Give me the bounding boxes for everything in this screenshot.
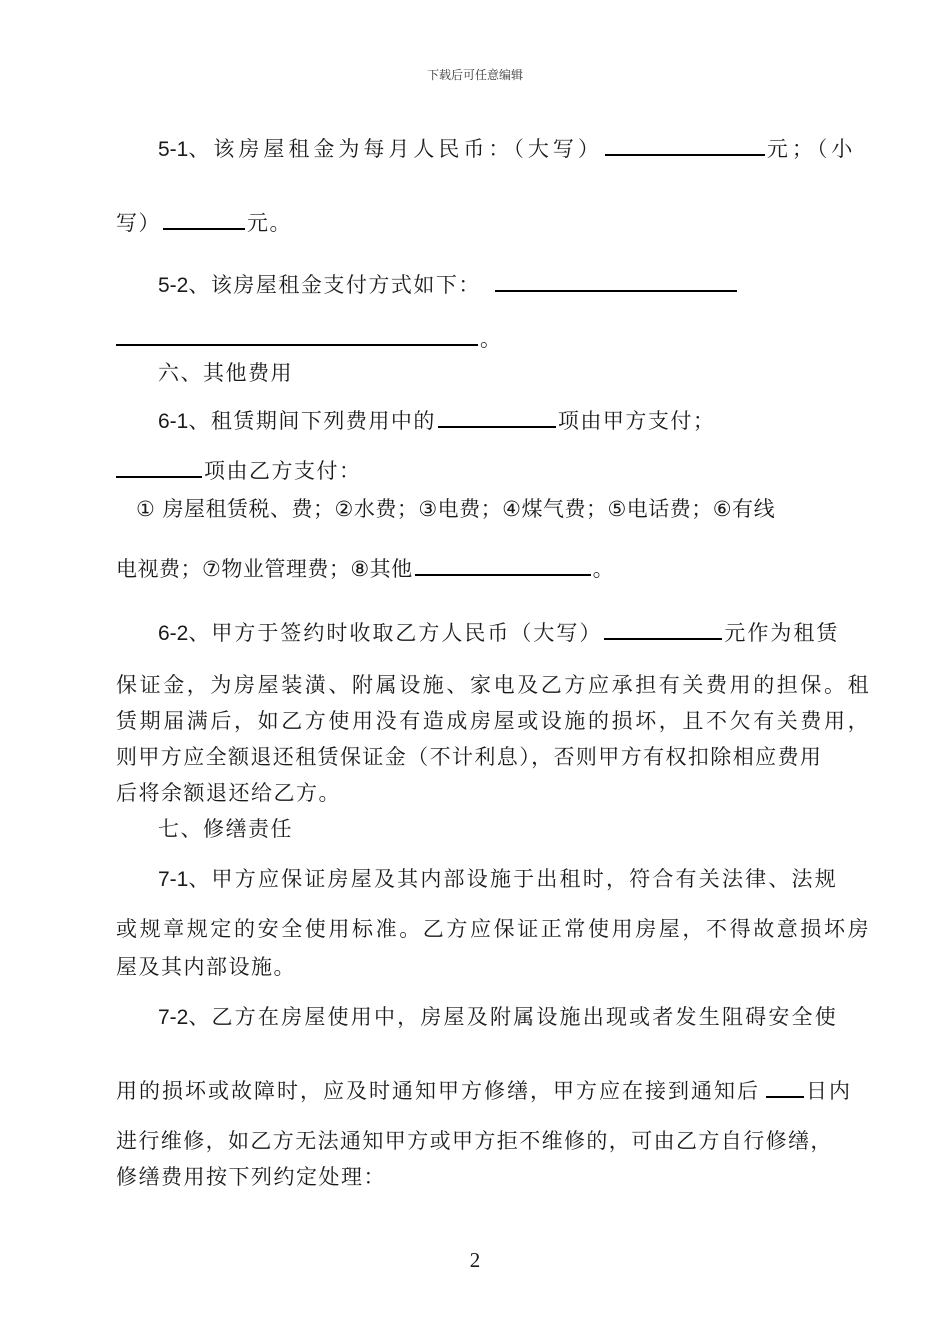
clause-number: 5-1 bbox=[158, 138, 189, 161]
section-7-title: 七、修缮责任 bbox=[158, 817, 293, 841]
clause-text: 、该房屋租金支付方式如下： bbox=[188, 273, 481, 297]
clause-6-2-line5: 后将余额退还给乙方。 bbox=[116, 781, 341, 805]
clause-text: 、该房屋租金为每月人民币：（大写） bbox=[188, 137, 603, 161]
clause-number: 7-2 bbox=[158, 1006, 189, 1029]
clause-text: 写） bbox=[116, 211, 161, 235]
clause-text: 元作为租赁 bbox=[724, 621, 840, 645]
clause-number: 6-2 bbox=[158, 622, 189, 645]
repair-days-blank[interactable] bbox=[766, 1078, 804, 1098]
other-fees-blank[interactable] bbox=[415, 556, 591, 576]
clause-text: 日内 bbox=[806, 1079, 852, 1103]
clause-text: 、甲方应保证房屋及其内部设施于出租时，符合有关法律、法规 bbox=[188, 867, 838, 891]
fee-items-line1: ① 房屋租赁税、费；②水费；③电费；④煤气费；⑤电话费；⑥有线 bbox=[136, 497, 776, 521]
clause-6-2-line2: 保证金，为房屋装潢、附属设施、家电及乙方应承担有关费用的担保。租 bbox=[116, 673, 872, 697]
clause-6-2-line4: 则甲方应全额退还租赁保证金（不计利息），否则甲方有权扣除相应费用 bbox=[116, 745, 823, 769]
party-b-fees-blank[interactable] bbox=[116, 458, 202, 478]
deposit-blank[interactable] bbox=[604, 620, 722, 640]
clause-text: 。 bbox=[592, 557, 615, 581]
clause-6-1-line1 bbox=[158, 406, 715, 437]
clause-text: 。 bbox=[480, 327, 503, 351]
clause-text: 、租赁期间下列费用中的 bbox=[188, 409, 436, 433]
section-6-title: 六、其他费用 bbox=[158, 361, 293, 385]
clause-7-2-line3: 进行维修，如乙方无法通知甲方或甲方拒不维修的，可由乙方自行修缮， bbox=[116, 1129, 833, 1153]
clause-7-1-line1 bbox=[158, 864, 838, 895]
clause-6-2-line1 bbox=[158, 618, 839, 649]
clause-text: 电视费；⑦物业管理费；⑧其他 bbox=[116, 557, 413, 581]
clause-text: 元。 bbox=[247, 211, 292, 235]
clause-5-2-line1 bbox=[158, 270, 739, 301]
clause-number: 6-1 bbox=[158, 410, 189, 433]
payment-method-blank-2[interactable] bbox=[116, 326, 478, 346]
clause-6-2-line3: 赁期届满后，如乙方使用没有造成房屋或设施的损坏，且不欠有关费用， bbox=[116, 709, 872, 733]
clause-7-1-line2: 或规章规定的安全使用标准。乙方应保证正常使用房屋，不得故意损坏房 bbox=[116, 917, 872, 941]
clause-7-2-line1 bbox=[158, 1002, 838, 1033]
clause-5-1-line2 bbox=[116, 208, 292, 238]
fee-items-line2 bbox=[116, 554, 614, 584]
clause-text: 、甲方于签约时收取乙方人民币（大写） bbox=[188, 621, 603, 645]
clause-text: 、乙方在房屋使用中，房屋及附属设施出现或者发生阻碍安全使 bbox=[188, 1005, 838, 1029]
clause-text: 项由乙方支付： bbox=[204, 459, 362, 483]
clause-7-1-line3: 屋及其内部设施。 bbox=[116, 955, 296, 979]
party-a-fees-blank[interactable] bbox=[438, 408, 556, 428]
clause-5-2-line2 bbox=[116, 324, 503, 354]
rent-uppercase-blank[interactable] bbox=[605, 136, 765, 156]
clause-7-2-line4: 修缮费用按下列约定处理： bbox=[116, 1165, 386, 1189]
page-number: 2 bbox=[469, 1248, 481, 1272]
clause-text: 用的损坏或故障时，应及时通知甲方修缮，甲方应在接到通知后 bbox=[116, 1079, 760, 1103]
clause-5-1-line1 bbox=[158, 134, 856, 165]
clause-number: 5-2 bbox=[158, 274, 189, 297]
clause-text: 项由甲方支付； bbox=[557, 409, 716, 433]
clause-6-1-line2 bbox=[116, 456, 362, 486]
clause-number: 7-1 bbox=[158, 868, 189, 891]
clause-7-2-line2 bbox=[116, 1076, 852, 1106]
rent-lowercase-blank[interactable] bbox=[163, 210, 245, 230]
clause-text: 元；（小 bbox=[766, 137, 857, 161]
payment-method-blank[interactable] bbox=[495, 272, 737, 292]
header-note: 下载后可任意编辑 bbox=[426, 68, 523, 82]
